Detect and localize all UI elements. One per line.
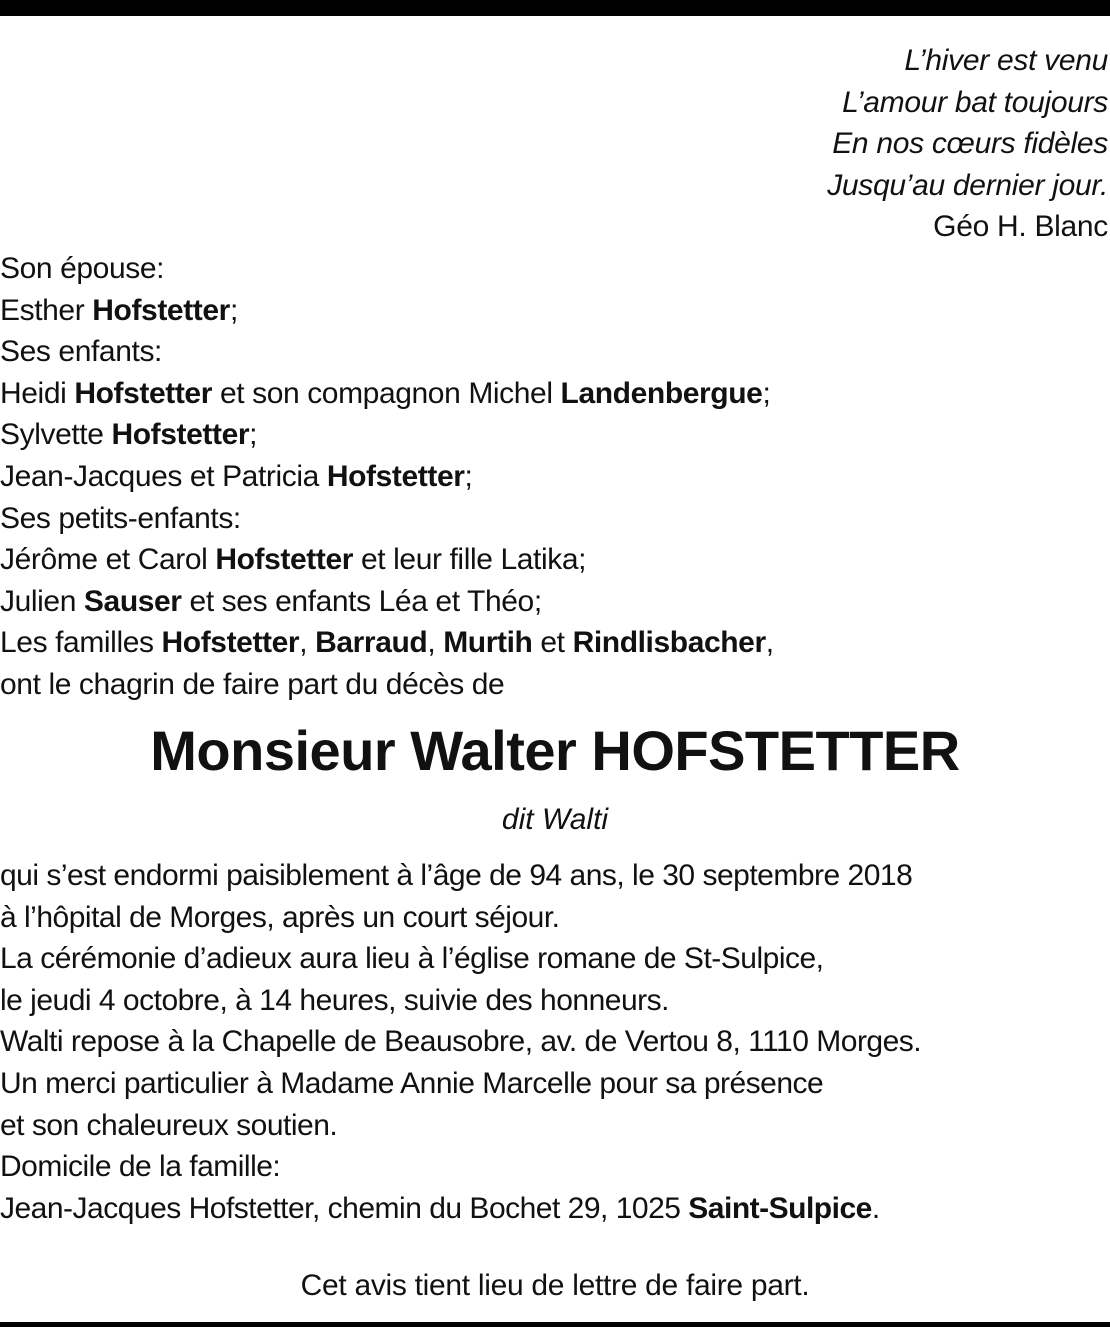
address-text: Jean-Jacques Hofstetter, chemin du Bochet 29, 1025 xyxy=(0,1191,681,1225)
top-border-rule xyxy=(0,0,1110,16)
last-name: Sauser xyxy=(83,584,182,618)
poem-line: L’hiver est venu xyxy=(904,44,1108,77)
poem-line: En nos cœurs fidèles xyxy=(832,127,1108,160)
families-line: Les familles Hofstetter, Barraud, Murtih et Rindlisbacher, xyxy=(0,626,774,660)
conjunction: et xyxy=(540,626,565,660)
family-name: Rindlisbacher xyxy=(572,626,766,660)
family-address: Jean-Jacques Hofstetter, chemin du Bochet 29, 1025 Saint-Sulpice. xyxy=(0,1191,880,1225)
last-name: Hofstetter xyxy=(215,543,354,577)
announcement-text: ont le chagrin de faire part du décès de xyxy=(0,667,505,701)
spouse-line: Esther Hofstetter; xyxy=(0,293,238,327)
grandchildren-heading: Ses petits-enfants: xyxy=(0,501,241,535)
family-list xyxy=(0,248,774,706)
last-name: Hofstetter xyxy=(92,293,230,327)
deceased-name: Monsieur Walter HOFSTETTER xyxy=(150,719,960,782)
first-name: Jérôme et Carol xyxy=(0,543,208,577)
epigraph-poem xyxy=(827,40,1108,248)
details-line: qui s’est endormi paisiblement à l’âge de 94 ans, le 30 septembre 2018 xyxy=(0,859,913,892)
child-line: Heidi Hofstetter et son compagnon Michel Landenbergue; xyxy=(0,376,771,410)
family-name: Hofstetter xyxy=(161,626,300,660)
first-name: Jean-Jacques et Patricia xyxy=(0,459,319,493)
deceased-nickname: dit Walti xyxy=(501,803,609,836)
families-intro: Les familles xyxy=(0,626,154,660)
first-name: Esther xyxy=(0,293,85,327)
first-name: Julien xyxy=(0,584,76,618)
details-line: Walti repose à la Chapelle de Beausobre, av. de Vertou 8, 1110 Morges. xyxy=(0,1025,922,1059)
last-name: Hofstetter xyxy=(111,418,250,452)
details-line: le jeudi 4 octobre, à 14 heures, suivie des honneurs. xyxy=(0,983,669,1017)
partner-text: et son compagnon Michel xyxy=(219,376,553,410)
details-line: et son chaleureux soutien. xyxy=(0,1108,338,1142)
family-name: Barraud xyxy=(315,626,428,660)
poem-line: L’amour bat toujours xyxy=(842,85,1108,119)
details-line: La cérémonie d’adieux aura lieu à l’église romane de St-Sulpice, xyxy=(0,942,824,976)
relation-text: et ses enfants Léa et Théo; xyxy=(189,584,542,618)
child-line: Sylvette Hofstetter; xyxy=(0,418,258,452)
ceremony-details xyxy=(0,855,921,1229)
grandchild-line xyxy=(0,539,774,581)
spouse-heading: Son épouse: xyxy=(0,252,165,285)
grandchild-line xyxy=(0,581,774,623)
bottom-border-rule xyxy=(0,1322,1110,1327)
address-city: Saint-Sulpice xyxy=(688,1191,872,1225)
last-name: Landenbergue xyxy=(560,376,763,410)
poem-line: Jusqu’au dernier jour. xyxy=(827,168,1108,202)
details-line: Domicile de la famille: xyxy=(0,1150,281,1184)
first-name: Sylvette xyxy=(0,418,104,452)
details-line: à l’hôpital de Morges, après un court séjour. xyxy=(0,900,560,934)
relation-text: et leur fille Latika; xyxy=(360,543,587,577)
child-line: Jean-Jacques et Patricia Hofstetter; xyxy=(0,459,473,493)
last-name: Hofstetter xyxy=(326,459,465,493)
first-name: Heidi xyxy=(0,376,67,410)
footer-note: Cet avis tient lieu de lettre de faire part. xyxy=(300,1269,810,1302)
last-name: Hofstetter xyxy=(74,376,212,410)
poem-author: Géo H. Blanc xyxy=(933,210,1108,243)
children-heading: Ses enfants: xyxy=(0,335,162,369)
details-line: Un merci particulier à Madame Annie Marcelle pour sa présence xyxy=(0,1066,824,1100)
family-name: Murtih xyxy=(443,626,533,660)
